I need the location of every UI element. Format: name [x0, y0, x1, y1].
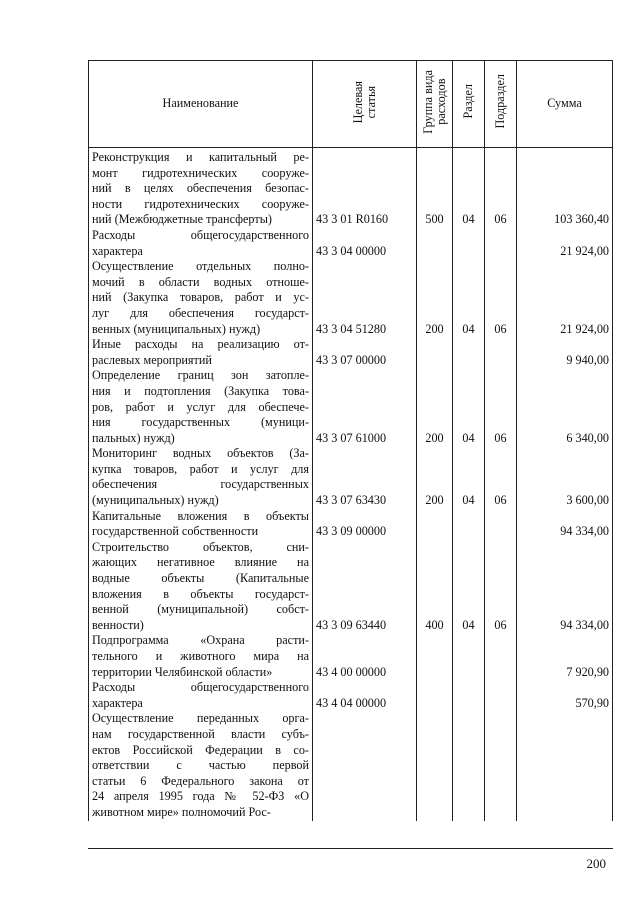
row-expense-type [417, 711, 453, 820]
row-name-line: венности) [92, 617, 144, 632]
table-row [89, 228, 613, 259]
row-name-line: купка товаров, работ и услуг для [92, 461, 309, 476]
row-name-line: пальных) нужд) [92, 430, 175, 445]
row-name [89, 337, 313, 368]
table-row [89, 509, 613, 540]
row-name-line: ответствии с частью первой [92, 758, 309, 773]
row-name-line: (муниципальных) нужд) [92, 493, 219, 508]
row-name-line: характера [92, 695, 143, 710]
row-section: 04 [453, 368, 485, 446]
row-name-line: характера [92, 243, 143, 258]
row-name-line: животном мире» полномочий Рос- [92, 804, 271, 819]
row-amount: 9 940,00 [517, 337, 613, 368]
row-section [453, 680, 485, 711]
row-name-line: Иные расходы на реализацию от- [92, 337, 309, 352]
table-row [89, 368, 613, 446]
row-subsection: 06 [485, 446, 517, 508]
row-name-line: нам государственной власти субъ- [92, 726, 309, 741]
table-row [89, 446, 613, 508]
row-target-article: 43 3 07 63430 [313, 446, 417, 508]
row-name-line: ний (Закупка товаров, работ и ус- [92, 290, 309, 305]
table-row [89, 711, 613, 820]
row-name-line: жающих негативное влияние на [92, 555, 309, 570]
row-target-article: 43 4 04 00000 [313, 680, 417, 711]
row-name [89, 711, 313, 820]
row-expense-type [417, 509, 453, 540]
row-name [89, 148, 313, 228]
row-name-line: водные объекты (Капитальные [92, 571, 309, 586]
row-section: 04 [453, 540, 485, 634]
row-section: 04 [453, 259, 485, 337]
row-amount: 94 334,00 [517, 509, 613, 540]
row-name [89, 368, 313, 446]
row-name-line: вложения в объекты государст- [92, 586, 309, 601]
row-name [89, 259, 313, 337]
table-row [89, 680, 613, 711]
row-subsection [485, 509, 517, 540]
table-bottom-edge [88, 848, 613, 849]
row-name-line: раслевых мероприятий [92, 352, 212, 367]
row-subsection [485, 711, 517, 820]
row-subsection [485, 633, 517, 680]
row-name [89, 633, 313, 680]
table-header-row [89, 61, 613, 148]
row-expense-type: 400 [417, 540, 453, 634]
row-name-line: Строительство объектов, сни- [92, 539, 309, 554]
row-name-line: Реконструкция и капитальный ре- [92, 150, 309, 164]
row-section [453, 509, 485, 540]
row-amount: 570,90 [517, 680, 613, 711]
row-name-line: монт гидротехнических сооруже- [92, 165, 309, 180]
row-name-line: территории Челябинской области» [92, 664, 273, 679]
row-name-line: венных (муниципальных) нужд) [92, 321, 261, 336]
row-name [89, 446, 313, 508]
row-name-line: Осуществление переданных орга- [92, 711, 309, 726]
row-target-article: 43 3 09 00000 [313, 509, 417, 540]
table-row [89, 540, 613, 634]
row-name-line: Капитальные вложения в объекты [92, 508, 309, 523]
row-expense-type [417, 337, 453, 368]
row-expense-type: 500 [417, 148, 453, 228]
row-section: 04 [453, 446, 485, 508]
row-target-article: 43 3 04 51280 [313, 259, 417, 337]
row-name-line: Расходы общегосударственного [92, 227, 309, 242]
row-name-line: мочий в области водных отноше- [92, 274, 309, 289]
header-section: Раздел [453, 61, 485, 148]
header-amount: Сумма [517, 61, 613, 148]
row-subsection: 06 [485, 540, 517, 634]
row-amount: 103 360,40 [517, 148, 613, 228]
table-row [89, 148, 613, 228]
row-name-line: Определение границ зон затопле- [92, 368, 309, 383]
table-row [89, 337, 613, 368]
row-target-article: 43 3 04 00000 [313, 228, 417, 259]
row-name-line: ний (Межбюджетные трансферты) [92, 212, 272, 227]
row-target-article: 43 3 07 61000 [313, 368, 417, 446]
row-amount: 21 924,00 [517, 228, 613, 259]
row-subsection: 06 [485, 368, 517, 446]
row-name-line: луг для обеспечения государст- [92, 305, 309, 320]
row-subsection [485, 680, 517, 711]
row-name-line: Расходы общегосударственного [92, 680, 309, 695]
header-expense-type-group: Группа вида расходов [417, 61, 453, 148]
row-subsection [485, 228, 517, 259]
table-row [89, 259, 613, 337]
row-name-line: ектов Российской Федерации в со- [92, 742, 309, 757]
row-target-article: 43 3 01 R0160 [313, 148, 417, 228]
row-target-article: 43 3 07 00000 [313, 337, 417, 368]
row-name [89, 228, 313, 259]
row-name-line: Подпрограмма «Охрана расти- [92, 633, 309, 648]
row-subsection: 06 [485, 148, 517, 228]
row-expense-type: 200 [417, 368, 453, 446]
row-section [453, 711, 485, 820]
row-section: 04 [453, 148, 485, 228]
row-target-article: 43 4 00 00000 [313, 633, 417, 680]
row-name [89, 680, 313, 711]
table-row [89, 633, 613, 680]
row-amount [517, 711, 613, 820]
row-section [453, 228, 485, 259]
budget-table [88, 60, 613, 821]
row-expense-type: 200 [417, 259, 453, 337]
header-subsection: Подраздел [485, 61, 517, 148]
row-name-line: ности гидротехнических сооруже- [92, 196, 309, 211]
row-name-line: 24 апреля 1995 года № 52-ФЗ «О [92, 789, 309, 804]
page-number: 200 [586, 856, 606, 871]
header-target-article: Целевая статья [313, 61, 417, 148]
row-name-line: ния государственных (муници- [92, 415, 309, 430]
row-subsection [485, 337, 517, 368]
row-expense-type [417, 633, 453, 680]
row-amount: 21 924,00 [517, 259, 613, 337]
row-amount: 7 920,90 [517, 633, 613, 680]
row-name-line: ний в целях обеспечения безопас- [92, 181, 309, 196]
row-target-article [313, 711, 417, 820]
row-name-line: ния и подтопления (Закупка това- [92, 383, 309, 398]
row-name-line: венной (муниципальной) собст- [92, 602, 309, 617]
row-name [89, 540, 313, 634]
row-expense-type [417, 228, 453, 259]
row-name-line: Мониторинг водных объектов (За- [92, 446, 309, 461]
row-target-article: 43 3 09 63440 [313, 540, 417, 634]
row-name-line: ров, работ и услуг для обеспече- [92, 399, 309, 414]
row-name-line: обеспечения государственных [92, 477, 309, 492]
header-name: Наименование [89, 61, 313, 148]
row-name-line: статьи 6 Федерального закона от [92, 773, 309, 788]
row-expense-type [417, 680, 453, 711]
row-section [453, 633, 485, 680]
row-amount: 6 340,00 [517, 368, 613, 446]
row-name-line: Осуществление отдельных полно- [92, 259, 309, 274]
row-name [89, 509, 313, 540]
row-subsection: 06 [485, 259, 517, 337]
row-name-line: тельного и животного мира на [92, 649, 309, 663]
row-amount: 3 600,00 [517, 446, 613, 508]
row-expense-type: 200 [417, 446, 453, 508]
row-name-line: государственной собственности [92, 524, 259, 539]
row-amount: 94 334,00 [517, 540, 613, 634]
row-section [453, 337, 485, 368]
